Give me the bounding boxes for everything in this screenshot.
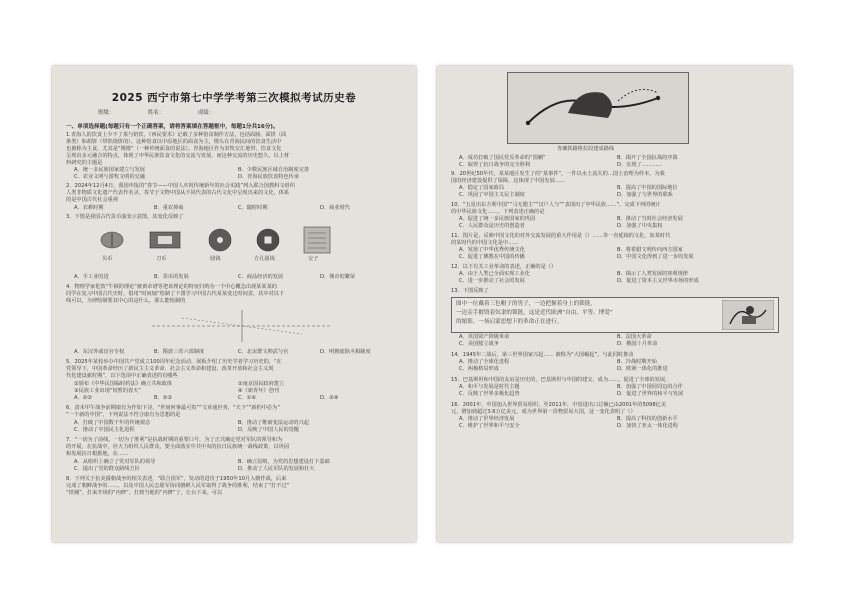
question-9-line: 国的经济建设提供了保障，这体现了中国发展……: [451, 178, 566, 184]
question-10-option: D．加强了中央集权: [617, 223, 663, 229]
coin-evolution-figure: [92, 224, 382, 272]
question-14-option: C．两极格局形成: [459, 366, 499, 372]
round-coin-icon: [209, 229, 231, 251]
question-5-option: A．①②: [74, 395, 93, 401]
question-4-line: 同学在复习中国古代史时，借用“时间轴”绘制了下图学习中国古代某某变迁时间表，其中对以下: [66, 291, 285, 297]
question-1-option: C．农业文明与游牧文明的交融: [74, 174, 146, 180]
question-9a-option: B．揭开了全国抗战的序幕: [617, 155, 678, 161]
question-6-option: A．打破了中国数千年的传统观念: [74, 420, 151, 426]
question-11-line: 11．图片是，反映中国文化的对外交流发展的重大作用是（）……等一直延续的文化，如某时代: [451, 233, 671, 239]
question-13-option: B．法国大革命: [617, 334, 652, 340]
paper-money-icon: [304, 227, 330, 253]
question-4-option: C．北宋群文帅武与官: [238, 349, 289, 355]
knife-coin-icon: [150, 232, 180, 248]
question-11-option: A．发扬了中华优秀传统文化: [459, 247, 525, 253]
question-3-option: C．商品经济的发展: [238, 274, 284, 280]
question-14-option: D．欧洲一体化的推进: [617, 366, 668, 372]
question-9-option: A．稳定了国家政局: [459, 185, 505, 191]
question-13-stem: 13．下图反映了: [451, 288, 489, 294]
question-11-option: C．促进了佛教在中国的传播: [459, 254, 525, 260]
question-2-option: C．随时时期: [238, 205, 268, 211]
question-2-line: 2．2024年12月4日，我国申报的“春节——中国人庆祝传统新年的社会实践”列入联合国教科文组织: [66, 183, 295, 189]
coin-label: 方孔圆钱: [254, 256, 275, 262]
question-16-line: 16．2001年，中国加入世界贸易组织，至2011年，中国进出口总额已由2001年的5098亿美: [451, 402, 667, 408]
question-15-option: B．加强了中国同周边的合作: [617, 384, 683, 390]
question-12-option: A．由于人类已全面实现工业化: [459, 271, 530, 277]
question-15-option: C．反映了世界多极化趋势: [459, 391, 520, 397]
question-6-option: D．反映了中国人民的觉醒: [238, 427, 300, 433]
question-3-option: A．手工业的进: [74, 274, 109, 280]
question-5-line: 代化建设新时期”，以下选项中正确表述的有哪些: [66, 373, 178, 379]
question-10-line: 的中华民族文化……，下列表述正确的是: [451, 209, 545, 215]
question-14-option: A．推动了全球化进程: [459, 359, 510, 365]
question-5-option: B．②③: [154, 395, 173, 401]
question-7-line: 的开展，在抗战中，应大力组织人民群众，要全面落实中共中央的抗日民族统一战线政策，以巩固: [66, 444, 290, 450]
map-illustration: [508, 73, 688, 143]
question-3-option: B．货币的发展: [154, 274, 189, 280]
coin-label: 贝币: [102, 256, 113, 262]
question-1-line: 料研究的主题是: [66, 160, 103, 166]
question-10-line: 10．“五星出东方利中国”“马无腊主”“汉户人与”“表现出了中华民族……”，完成下列的统计: [451, 202, 661, 208]
question-12-option: B．揭示了人类发展的客观规律: [617, 271, 688, 277]
coin-label: 刀币: [156, 256, 167, 262]
question-6-option: B．推动了维新变法运动的兴起: [238, 420, 309, 426]
coin-label: 交子: [308, 256, 319, 262]
question-13-option: D．俄国十月革命: [617, 341, 658, 347]
question-13-option: C．美国独立战争: [459, 341, 499, 347]
question-13-material-box: [451, 297, 779, 333]
question-6-line: “一个新的中国”，下列说法不符合康有为思想的是: [66, 412, 181, 418]
question-4-option: A．东汉外戚宦官专权: [74, 349, 125, 355]
question-5-option: D．③④: [320, 395, 339, 401]
question-2-option: B．重农抑商: [154, 205, 184, 211]
question-5-line: 5．2025年某校举办中国共产党成立100周年纪念活动，展板介绍了历史学者学习历史的，“在: [66, 359, 282, 365]
right-exam-page: [437, 66, 792, 542]
question-4-option: B．隋唐三省六部制度: [154, 349, 205, 355]
question-10-option: A．促进了统一多民族国家的巩固: [459, 216, 536, 222]
question-9-option: D．加强了与世界的联系: [617, 192, 673, 198]
coin-illustrations: [92, 224, 382, 272]
student-info-row: [98, 108, 246, 116]
score-label: 成绩：: [197, 110, 214, 116]
question-9-option: C．巩固了中国主义民主制度: [459, 192, 525, 198]
class-label: 班级：: [98, 110, 115, 116]
question-4-line: 4．物理学家伦敦“牛顿的理论”被黄帝谱等把该理论的特征归纳为一个中心概念出现某某某的: [66, 284, 277, 290]
question-6-option: C．推动了中国民主化进程: [74, 427, 135, 433]
question-9-option: B．提高了中国的国际地位: [617, 185, 678, 191]
material-line: 图中一位戴着三色帽子的男子，一边把握着身上的锁链，: [456, 301, 596, 307]
shell-coin-icon: [101, 232, 123, 248]
question-7-line: 和发展抗日根据地。在……: [66, 451, 129, 457]
railway-map-figure: [507, 72, 689, 144]
question-5-item: ①颁布《中华民国临时约法》确立共和政体: [74, 381, 173, 387]
question-15-option: A．和平与发展是时代主题: [459, 384, 520, 390]
question-4-option: D．明朝废除丞相制度: [320, 349, 371, 355]
question-1-line: 呈现出多元融合的特点，体现了中华民族饮食文化的交流与发展，而这种交流的历史悠久，以上材: [66, 153, 290, 159]
question-5-item: ②南京国民政府建立: [238, 381, 285, 387]
question-10-option: C．人民群众是历史的创造者: [459, 223, 525, 229]
question-4-line: 线可以，为律绘制要其中心的是什么，那么能绘制的: [66, 298, 186, 304]
question-7-option: B．确立原则，为党的思想建设打下基础: [238, 459, 330, 465]
revolution-cartoon-image: [722, 300, 774, 330]
question-2-line: 的是中国古代社会重视: [66, 197, 118, 203]
question-16-line: 元，增加到超过3.6万亿美元，成为世界第一货物贸易大国，这一变化表明了（）: [451, 409, 636, 415]
question-9a-option: D．实现了…………: [617, 162, 663, 168]
question-8-line: “铁桶”，打来开场的“内修”，打到当地的“内修”了，让台下来。可以: [66, 490, 223, 496]
question-15-line: 15．巴基斯坦和中国的友谊是历史的，巴基斯坦与中国的建交，成为……，促进了全球的发展，: [451, 377, 671, 383]
question-7-option: C．提出了党的群众路线方针: [74, 466, 140, 472]
question-16-option: A．推动了世界经济发展: [459, 416, 515, 422]
question-12-line: 12．以下有关工业革命的表述，正确的是（）: [451, 264, 557, 270]
question-5-option: C．①④: [238, 395, 257, 401]
question-1-line: 1.青海人的饮食上少不了茶与奶饮，《西民要术》记载了多种馆食制作方法，包括面肠、面饼（面: [66, 132, 287, 138]
exam-title: 2025 西宁市第七中学学考第三次模拟考试历史卷: [111, 92, 357, 104]
coin-label: 圆钱: [210, 256, 221, 262]
question-14-line: 14．1945年二战后，第三世界国家兴起…… 被称为“大国崛起”，与此同时推动: [451, 352, 634, 358]
question-3-option: D．城市的繁荣: [320, 274, 356, 280]
question-16-option: C．维护了世界和平与安全: [459, 423, 520, 429]
question-8-line: 完成了朝鲜战争的……，以及中国人民志愿军协同朝鲜人民军取得了战争的胜利，结束了“打不过”: [66, 483, 290, 489]
question-14-option: B．冷战时期开始: [617, 359, 657, 365]
material-line: 的缩影，一场启蒙思想下的革命正在进行。: [456, 319, 563, 325]
question-12-option: D．促进了资本主义世界市场的形成: [617, 278, 699, 284]
question-1-option: B．少数民族区域自治制度完善: [238, 167, 309, 173]
question-1-line: 也被称为主食，尤其是“馒馒”（一种传统面食的说法）。青海地区作为农牧交汇地带，饮食文化: [66, 146, 282, 152]
question-2-option: D．商业时代: [320, 205, 350, 211]
question-8-line: 8．下列关于抗美援朝战争的相关表述，“联合国军”，发动的进攻于1950年10月入朝作战，后来: [66, 476, 287, 482]
material-line: 一边亲手摧毁着奴隶的锁链，这是近代欧洲“自由、平等、博爱”: [456, 310, 613, 316]
question-9a-option: C．取得了抗日战争的完全胜利: [459, 162, 531, 168]
question-16-option: B．提高了科技的创新水平: [617, 416, 678, 422]
question-11-line: 的某时代的中国文化是中……: [451, 240, 519, 246]
question-16-option: D．加快了亚太一体化进程: [617, 423, 679, 429]
question-2-option: A．农耕时期: [74, 205, 104, 211]
question-7-option: D．推动了人民军队的发展和壮大: [238, 466, 315, 472]
question-5-line: 党领导下，中国革命经历了新民主主义革命、社会主义革命和建设、改革开放和社会主义现: [66, 366, 274, 372]
question-9a-option: A．成功打破了国民党反革命的“围剿”: [459, 155, 546, 161]
square-hole-coin-icon: [257, 229, 279, 251]
question-5-item: ④《新青年》创刊: [238, 388, 279, 394]
map-caption: 青藏铁路格拉段建成路线: [557, 146, 615, 152]
question-9-line: 9．20世纪50年代，某某地区发生了的“某事件”，一件以水土流失的…国土治理为样本，为我: [451, 171, 665, 177]
question-11-option: D．中国文化得到了进一步的发展: [617, 254, 694, 260]
timeline-diagram: [142, 306, 342, 346]
question-2-line: 人类非物质文化遗产代表作名录。春节于文物中国从不同代表的古代文化中呈现出来的文化，体系: [66, 190, 290, 196]
section-heading: 一、单项选择题(每题只有一个正确答案，请将答案填在答题框中，每题1分共16分)。: [66, 124, 279, 130]
question-1-option: D．青海民族饮食特色传承: [238, 174, 300, 180]
question-1-option: A．统一多民族国家建立与发展: [74, 167, 145, 173]
question-3-stem: 3．下图是我国古代货币演变示意图，其变化反映了: [66, 214, 184, 220]
question-13-option: A．英国资产阶级革命: [459, 334, 510, 340]
question-5-item: ③民族工业出现“短暂的春天”: [74, 388, 142, 394]
question-6-line: 6．清末甲午战争前期康有为作如下诗，“世间何事最可贵”“文章通世务，“天下”“新约中必为”: [66, 405, 281, 411]
question-12-option: C．进一步推动了社会的发展: [459, 278, 525, 284]
question-7-option: A．从组织上确立了党对军队的领导: [74, 459, 156, 465]
question-15-option: D．促进了世界的和平与发展: [617, 391, 684, 397]
question-1-line: 条类）和胡饼（带馅烧饼的）。这种馆食以中原地区的面食为主，馒头在青海民间的饮食生活中: [66, 139, 282, 145]
question-10-option: B．推动了当时社会经济发展: [617, 216, 683, 222]
left-exam-page: [52, 66, 416, 542]
name-label: 姓名：: [147, 110, 165, 116]
question-7-line: 7．“一切为了前线，一切为了胜利”是抗战时期的重要口号，为了正式确定党对军队的领导和为: [66, 437, 283, 443]
question-11-option: B．将希腊文明传向西方国家: [617, 247, 683, 253]
